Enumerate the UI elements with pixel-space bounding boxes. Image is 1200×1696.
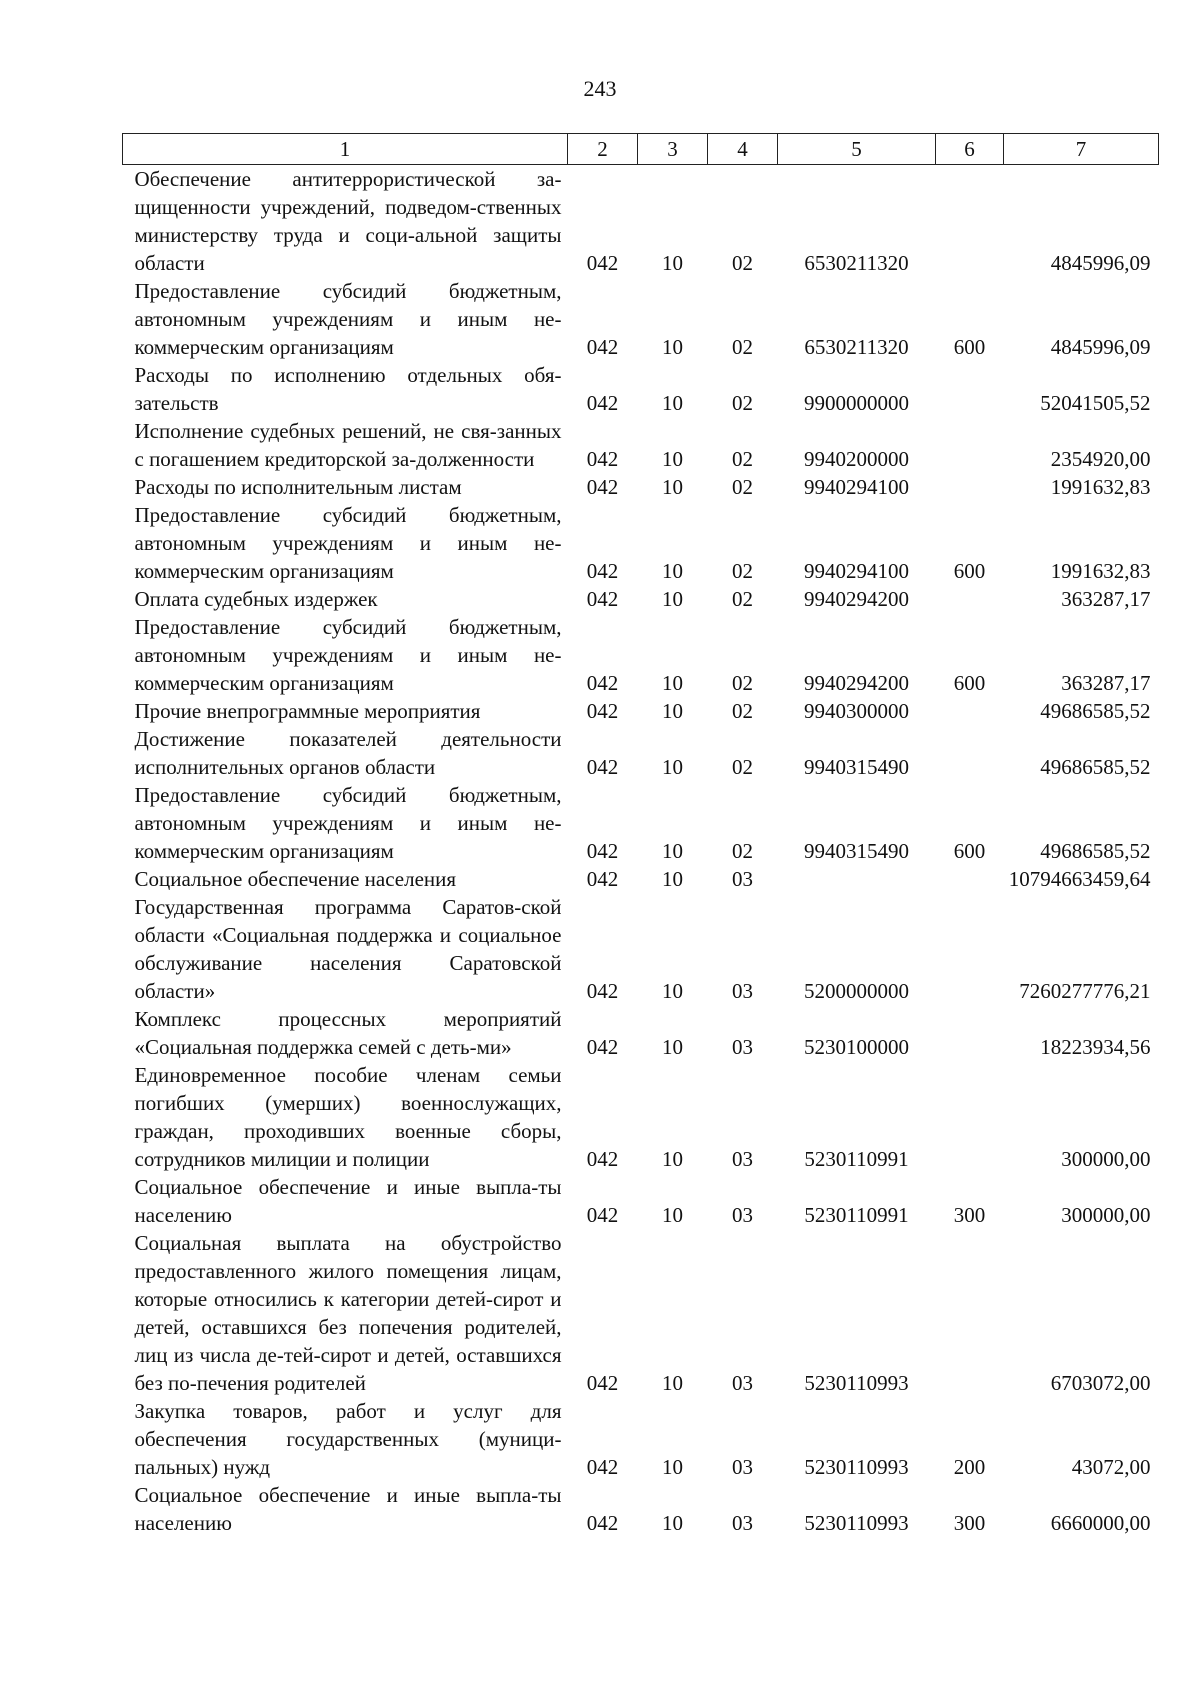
row-col-3: 10 (662, 1511, 683, 1535)
row-col-7: 49686585,52 (1040, 755, 1151, 779)
row-col-6: 600 (953, 559, 986, 583)
row-name: Закупка товаров, работ и услуг для обеспечения государственных (муници-пальных) нужд (134, 1399, 562, 1479)
page-number: 243 (583, 76, 617, 101)
row-col-2: 042 (586, 755, 619, 779)
row-col-2: 042 (586, 1511, 619, 1535)
row-col-7: 43072,00 (1071, 1455, 1151, 1479)
row-col-5: 9940300000 (804, 699, 909, 723)
row-col-4: 03 (732, 1147, 753, 1171)
row-col-2: 042 (586, 475, 619, 499)
table-header-row (123, 134, 1159, 165)
row-col-4: 02 (732, 475, 753, 499)
row-name: Достижение показателей деятельности исполнительных органов области (134, 727, 562, 779)
row-col-3: 10 (662, 335, 683, 359)
row-col-6 (936, 1005, 1004, 1061)
row-col-2: 042 (586, 335, 619, 359)
row-col-5: 9940294200 (804, 671, 909, 695)
row-col-4: 02 (732, 335, 753, 359)
budget-table (122, 133, 1159, 1537)
row-col-4: 03 (732, 979, 753, 1003)
row-col-6 (936, 1061, 1004, 1173)
row-col-4: 02 (732, 559, 753, 583)
row-col-6 (936, 893, 1004, 1005)
row-name: Предоставление субсидий бюджетным, автономным учреждениям и иным не-коммерческим организациям (134, 615, 562, 695)
row-col-5: 5230110991 (804, 1147, 909, 1171)
row-col-2: 042 (586, 671, 619, 695)
row-col-4: 02 (732, 391, 753, 415)
row-col-6: 300 (953, 1511, 986, 1535)
row-col-3: 10 (662, 475, 683, 499)
header-col-2: 2 (568, 134, 638, 165)
row-name: Предоставление субсидий бюджетным, автономным учреждениям и иным не-коммерческим организациям (134, 503, 562, 583)
row-col-7: 10794663459,64 (1008, 867, 1151, 891)
table-row (123, 893, 1159, 1005)
row-col-2: 042 (586, 1455, 619, 1479)
row-col-6 (936, 361, 1004, 417)
row-col-4: 02 (732, 671, 753, 695)
row-name: Обеспечение антитеррористической за-щищенности учреждений, подведом-ственных министерству труда и соци-альной защиты области (134, 167, 562, 275)
row-col-5: 9940315490 (804, 755, 909, 779)
row-col-7: 49686585,52 (1040, 839, 1151, 863)
row-col-2: 042 (586, 1147, 619, 1171)
row-col-6 (936, 165, 1004, 278)
row-col-5: 6530211320 (804, 251, 909, 275)
table-row (123, 1061, 1159, 1173)
header-col-1: 1 (123, 134, 568, 165)
row-col-2: 042 (586, 839, 619, 863)
row-name: Комплекс процессных мероприятий «Социальная поддержка семей с деть-ми» (134, 1007, 562, 1059)
row-col-4: 02 (732, 699, 753, 723)
row-col-7: 1991632,83 (1050, 559, 1151, 583)
row-col-4: 02 (732, 447, 753, 471)
row-col-6 (936, 725, 1004, 781)
row-col-7: 4845996,09 (1050, 335, 1151, 359)
row-col-3: 10 (662, 1035, 683, 1059)
row-col-3: 10 (662, 867, 683, 891)
row-col-6 (936, 865, 1004, 893)
row-col-4: 03 (732, 1511, 753, 1535)
row-col-3: 10 (662, 979, 683, 1003)
row-col-2: 042 (586, 391, 619, 415)
row-col-5: 5200000000 (804, 979, 909, 1003)
row-col-6 (936, 1229, 1004, 1397)
row-col-2: 042 (586, 867, 619, 891)
table-row (123, 1229, 1159, 1397)
row-col-2: 042 (586, 699, 619, 723)
row-col-5: 9900000000 (804, 391, 909, 415)
row-name: Социальное обеспечение и иные выпла-ты населению (134, 1483, 562, 1535)
row-col-4: 02 (732, 839, 753, 863)
row-col-5: 5230110993 (804, 1371, 909, 1395)
table-row (123, 165, 1159, 278)
row-name: Предоставление субсидий бюджетным, автономным учреждениям и иным не-коммерческим организациям (134, 279, 562, 359)
row-col-3: 10 (662, 559, 683, 583)
row-col-2: 042 (586, 1203, 619, 1227)
row-col-4: 03 (732, 1035, 753, 1059)
row-col-3: 10 (662, 447, 683, 471)
table-row (123, 613, 1159, 697)
table-row (123, 1005, 1159, 1061)
row-col-2: 042 (586, 251, 619, 275)
row-name: Прочие внепрограммные мероприятия (134, 699, 481, 723)
row-col-7: 7260277776,21 (1019, 979, 1151, 1003)
row-col-5: 9940294200 (804, 587, 909, 611)
table-row (123, 781, 1159, 865)
header-col-7: 7 (1004, 134, 1159, 165)
table-row (123, 361, 1159, 417)
row-col-7: 363287,17 (1061, 587, 1151, 611)
row-col-3: 10 (662, 839, 683, 863)
row-col-2: 042 (586, 1371, 619, 1395)
row-col-6: 600 (953, 335, 986, 359)
row-col-3: 10 (662, 699, 683, 723)
row-col-3: 10 (662, 251, 683, 275)
row-name: Социальная выплата на обустройство предоставленного жилого помещения лицам, которые относились к категории детей-сирот и детей, оставшихся без попечения родителей, лиц из числа де-тей-сирот и детей, оставшихся без по-печения родителей (134, 1231, 562, 1395)
row-col-7: 300000,00 (1061, 1203, 1151, 1227)
row-col-7: 18223934,56 (1040, 1035, 1151, 1059)
row-col-3: 10 (662, 587, 683, 611)
row-col-5: 9940294100 (804, 475, 909, 499)
row-col-7: 6660000,00 (1050, 1511, 1151, 1535)
row-col-2: 042 (586, 979, 619, 1003)
row-col-6 (936, 417, 1004, 473)
row-col-3: 10 (662, 1455, 683, 1479)
row-col-6 (936, 585, 1004, 613)
row-name: Социальное обеспечение населения (134, 867, 457, 891)
row-col-6: 600 (953, 839, 986, 863)
row-col-3: 10 (662, 755, 683, 779)
row-col-7: 49686585,52 (1040, 699, 1151, 723)
row-col-3: 10 (662, 1203, 683, 1227)
row-col-4: 03 (732, 1455, 753, 1479)
table-row (123, 697, 1159, 725)
row-col-4: 02 (732, 587, 753, 611)
header-col-5: 5 (778, 134, 936, 165)
row-col-7: 4845996,09 (1050, 251, 1151, 275)
row-col-5: 6530211320 (804, 335, 909, 359)
table-row (123, 417, 1159, 473)
row-col-6: 600 (953, 671, 986, 695)
row-name: Расходы по исполнению отдельных обя-зательств (134, 363, 562, 415)
row-col-3: 10 (662, 1371, 683, 1395)
row-col-6: 200 (953, 1455, 986, 1479)
header-col-6: 6 (936, 134, 1004, 165)
row-col-2: 042 (586, 559, 619, 583)
row-col-4: 03 (732, 1371, 753, 1395)
row-col-6: 300 (953, 1203, 986, 1227)
header-col-4: 4 (708, 134, 778, 165)
row-col-2: 042 (586, 447, 619, 471)
row-name: Расходы по исполнительным листам (134, 475, 462, 499)
row-col-2: 042 (586, 1035, 619, 1059)
row-col-7: 6703072,00 (1050, 1371, 1151, 1395)
row-name: Социальное обеспечение и иные выпла-ты населению (134, 1175, 562, 1227)
table-row (123, 501, 1159, 585)
row-col-4: 03 (732, 867, 753, 891)
table-row (123, 725, 1159, 781)
table-body (123, 165, 1159, 1538)
row-col-7: 2354920,00 (1050, 447, 1151, 471)
row-col-5: 5230100000 (804, 1035, 909, 1059)
row-col-7: 300000,00 (1061, 1147, 1151, 1171)
row-col-3: 10 (662, 1147, 683, 1171)
row-col-3: 10 (662, 391, 683, 415)
row-col-6 (936, 473, 1004, 501)
row-col-4: 03 (732, 1203, 753, 1227)
row-name: Единовременное пособие членам семьи погибших (умерших) военнослужащих, граждан, проходивших военные сборы, сотрудников милиции и полиции (134, 1063, 562, 1171)
row-col-3: 10 (662, 671, 683, 695)
row-col-5: 9940200000 (804, 447, 909, 471)
row-col-6 (936, 697, 1004, 725)
row-col-7: 52041505,52 (1040, 391, 1151, 415)
row-col-5: 9940315490 (804, 839, 909, 863)
row-col-4: 02 (732, 755, 753, 779)
row-col-5: 5230110993 (804, 1511, 909, 1535)
table-row (123, 1173, 1159, 1229)
row-col-7: 363287,17 (1061, 671, 1151, 695)
row-col-5: 5230110991 (804, 1203, 909, 1227)
row-col-5 (778, 865, 936, 893)
row-col-4: 02 (732, 251, 753, 275)
table-row (123, 473, 1159, 501)
table-row (123, 1481, 1159, 1537)
row-col-7: 1991632,83 (1050, 475, 1151, 499)
row-col-5: 5230110993 (804, 1455, 909, 1479)
row-col-5: 9940294100 (804, 559, 909, 583)
row-name: Оплата судебных издержек (134, 587, 378, 611)
table-row (123, 865, 1159, 893)
table-row (123, 277, 1159, 361)
table-row (123, 585, 1159, 613)
table-row (123, 1397, 1159, 1481)
header-col-3: 3 (638, 134, 708, 165)
row-name: Государственная программа Саратов-ской области «Социальная поддержка и социальное обслуживание населения Саратовской области» (134, 895, 562, 1003)
row-name: Предоставление субсидий бюджетным, автономным учреждениям и иным не-коммерческим организациям (134, 783, 562, 863)
row-col-2: 042 (586, 587, 619, 611)
row-name: Исполнение судебных решений, не свя-занных с погашением кредиторской за-долженности (134, 419, 562, 471)
